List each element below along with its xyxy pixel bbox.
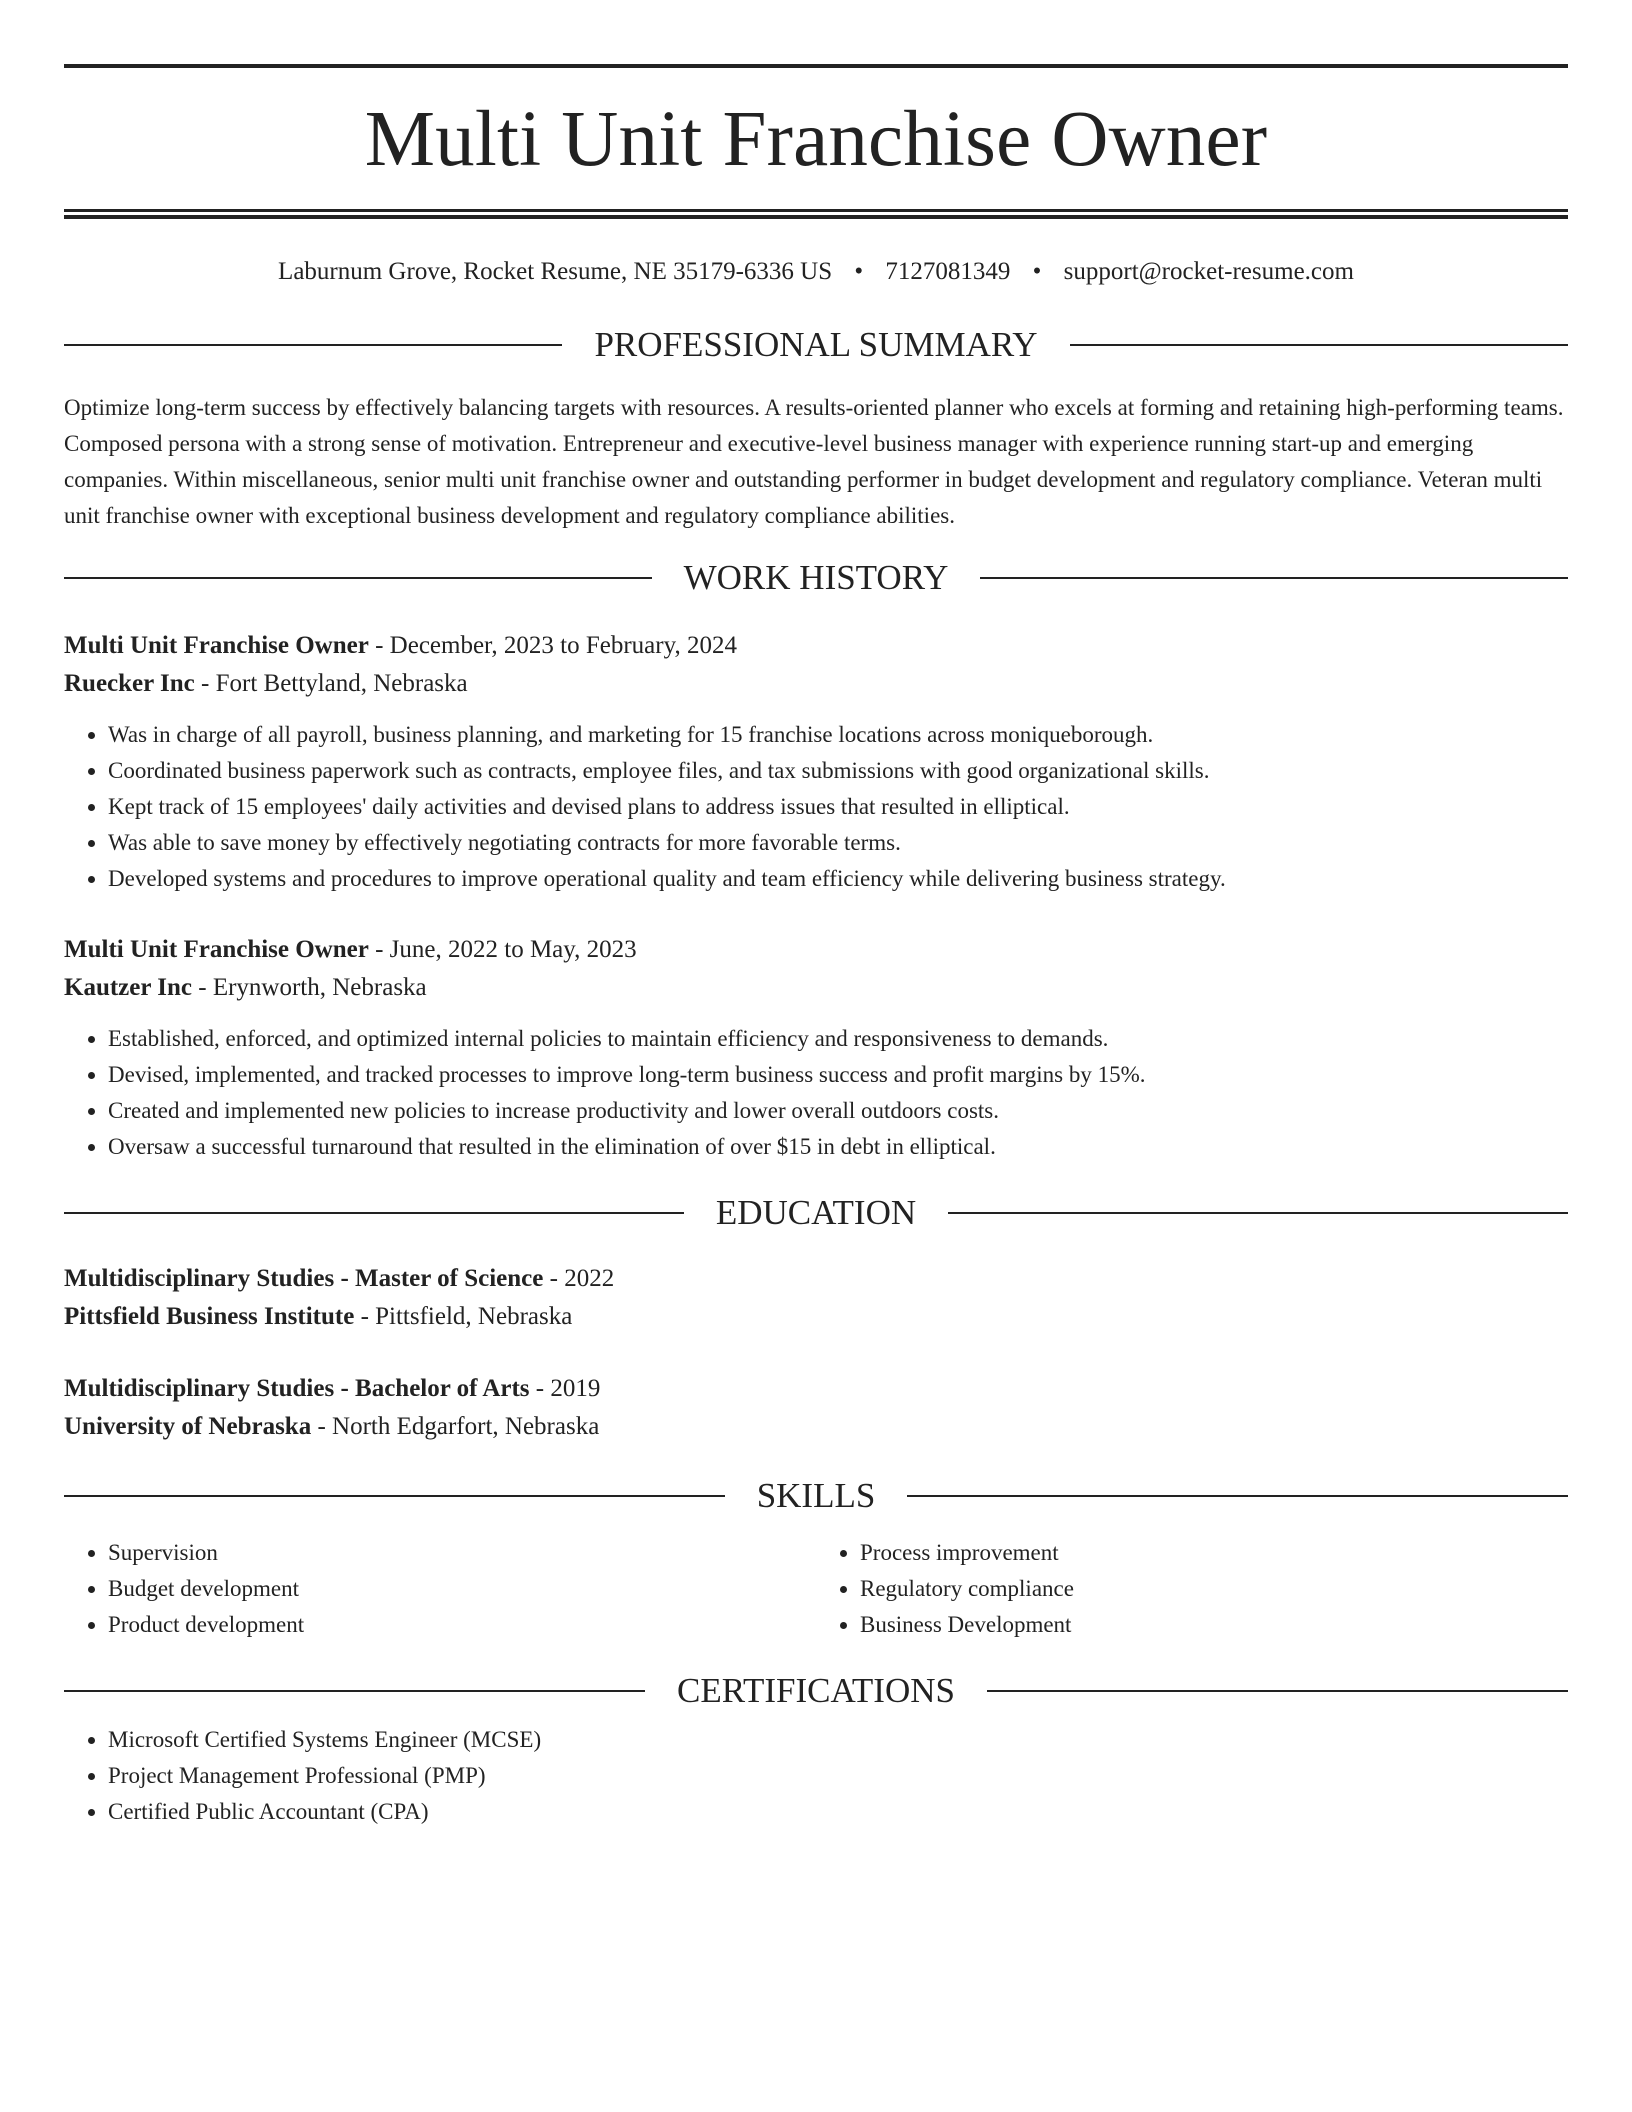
section-title-education: EDUCATION [715, 1193, 917, 1232]
divider [64, 1212, 684, 1214]
job-title-line [64, 627, 1568, 665]
list-item: • Certified Public Accountant (CPA) [108, 1794, 1568, 1830]
education-degree: Multidisciplinary Studies - Master of Science [64, 1265, 544, 1292]
contact-separator: • [1032, 258, 1042, 285]
list-item: • Established, enforced, and optimized internal policies to maintain efficiency and responsiveness to demands. [108, 1021, 1568, 1057]
list-item: • Created and implemented new policies to increase productivity and lower overall outdoors costs. [108, 1093, 1568, 1129]
job-company-line [64, 665, 1568, 703]
job-company: Kautzer Inc [64, 974, 192, 1001]
list-item: • Developed systems and procedures to improve operational quality and team efficiency while delivering business strategy. [108, 861, 1568, 897]
education-location: - Pittsfield, Nebraska [354, 1303, 573, 1330]
resume-title: Multi Unit Franchise Owner [364, 96, 1268, 183]
section-title-work: WORK HISTORY [683, 558, 949, 597]
divider [1070, 344, 1568, 346]
list-item: • Was able to save money by effectively negotiating contracts for more favorable terms. [108, 825, 1568, 861]
skills-list-right [816, 1535, 1568, 1643]
education-year: - 2019 [529, 1375, 601, 1402]
list-item: • Coordinated business paperwork such as contracts, employee files, and tax submissions with good organizational skills. [108, 753, 1568, 789]
list-item: • Oversaw a successful turnaround that resulted in the elimination of over $15 in debt in elliptical. [108, 1129, 1568, 1165]
job-entry [64, 627, 1568, 897]
list-item: • Devised, implemented, and tracked processes to improve long-term business success and profit margins by 15%. [108, 1057, 1568, 1093]
contact-separator: • [854, 258, 864, 285]
education-school-line [64, 1408, 1568, 1446]
list-item: • Business Development [860, 1607, 1568, 1643]
divider [64, 1690, 645, 1692]
divider [948, 1212, 1568, 1214]
job-dates: - June, 2022 to May, 2023 [368, 936, 637, 963]
contact-email: support@rocket-resume.com [1063, 258, 1354, 285]
education-school: University of Nebraska [64, 1413, 312, 1440]
education-location: - North Edgarfort, Nebraska [311, 1413, 600, 1440]
divider [907, 1495, 1568, 1497]
list-item: • Process improvement [860, 1535, 1568, 1571]
education-degree-line [64, 1370, 1568, 1408]
job-title-line [64, 931, 1568, 969]
divider [64, 577, 652, 579]
skills-list-left [64, 1535, 816, 1643]
list-item: • Budget development [108, 1571, 816, 1607]
title-double-rule [64, 209, 1568, 219]
list-item: • Regulatory compliance [860, 1571, 1568, 1607]
divider [64, 344, 562, 346]
section-header-education [64, 1195, 1568, 1230]
contact-phone: 7127081349 [885, 258, 1011, 285]
job-title: Multi Unit Franchise Owner [64, 632, 369, 659]
skills-columns [64, 1535, 1568, 1643]
job-entry [64, 931, 1568, 1165]
summary-text: Optimize long-term success by effectively balancing targets with resources. A results-oriented planner who excels at forming and retaining high-performing teams. Composed persona with a strong sense of motivation. Entrepreneur and executive-level business manager with experience running start-up and emerging companies. Within miscellaneous, senior multi unit franchise owner and outstanding performer in budget development and regulatory compliance. Veteran multi unit franchise owner with exceptional business development and regulatory compliance abilities. [64, 395, 1564, 528]
contact-address: Laburnum Grove, Rocket Resume, NE 35179-6336 US [278, 258, 833, 285]
education-school: Pittsfield Business Institute [64, 1303, 355, 1330]
job-bullets [64, 1021, 1568, 1165]
job-location: - Fort Bettyland, Nebraska [194, 670, 468, 697]
education-degree: Multidisciplinary Studies - Bachelor of Arts [64, 1375, 530, 1402]
education-school-line [64, 1298, 1568, 1336]
section-title-summary: PROFESSIONAL SUMMARY [594, 325, 1038, 364]
section-header-skills [64, 1478, 1568, 1513]
job-location: - Erynworth, Nebraska [192, 974, 427, 1001]
list-item: • Project Management Professional (PMP) [108, 1758, 1568, 1794]
education-entry [64, 1370, 1568, 1446]
list-item: • Product development [108, 1607, 816, 1643]
certifications-list [64, 1722, 1568, 1830]
education-degree-line [64, 1260, 1568, 1298]
list-item: • Was in charge of all payroll, business planning, and marketing for 15 franchise locations across moniqueborough. [108, 717, 1568, 753]
section-header-certifications [64, 1673, 1568, 1708]
section-title-certifications: CERTIFICATIONS [677, 1671, 955, 1710]
job-dates: - December, 2023 to February, 2024 [368, 632, 737, 659]
job-bullets [64, 717, 1568, 897]
section-header-summary [64, 327, 1568, 362]
divider [64, 1495, 725, 1497]
section-title-skills: SKILLS [756, 1476, 876, 1515]
list-item: • Microsoft Certified Systems Engineer (MCSE) [108, 1722, 1568, 1758]
divider [987, 1690, 1568, 1692]
top-rule [64, 64, 1568, 68]
list-item: • Kept track of 15 employees' daily activities and devised plans to address issues that resulted in elliptical. [108, 789, 1568, 825]
education-year: - 2022 [543, 1265, 615, 1292]
divider [980, 577, 1568, 579]
job-company: Ruecker Inc [64, 670, 195, 697]
education-entry [64, 1260, 1568, 1336]
job-company-line [64, 969, 1568, 1007]
section-header-work [64, 560, 1568, 595]
job-title: Multi Unit Franchise Owner [64, 936, 369, 963]
list-item: • Supervision [108, 1535, 816, 1571]
contact-line [64, 257, 1568, 287]
